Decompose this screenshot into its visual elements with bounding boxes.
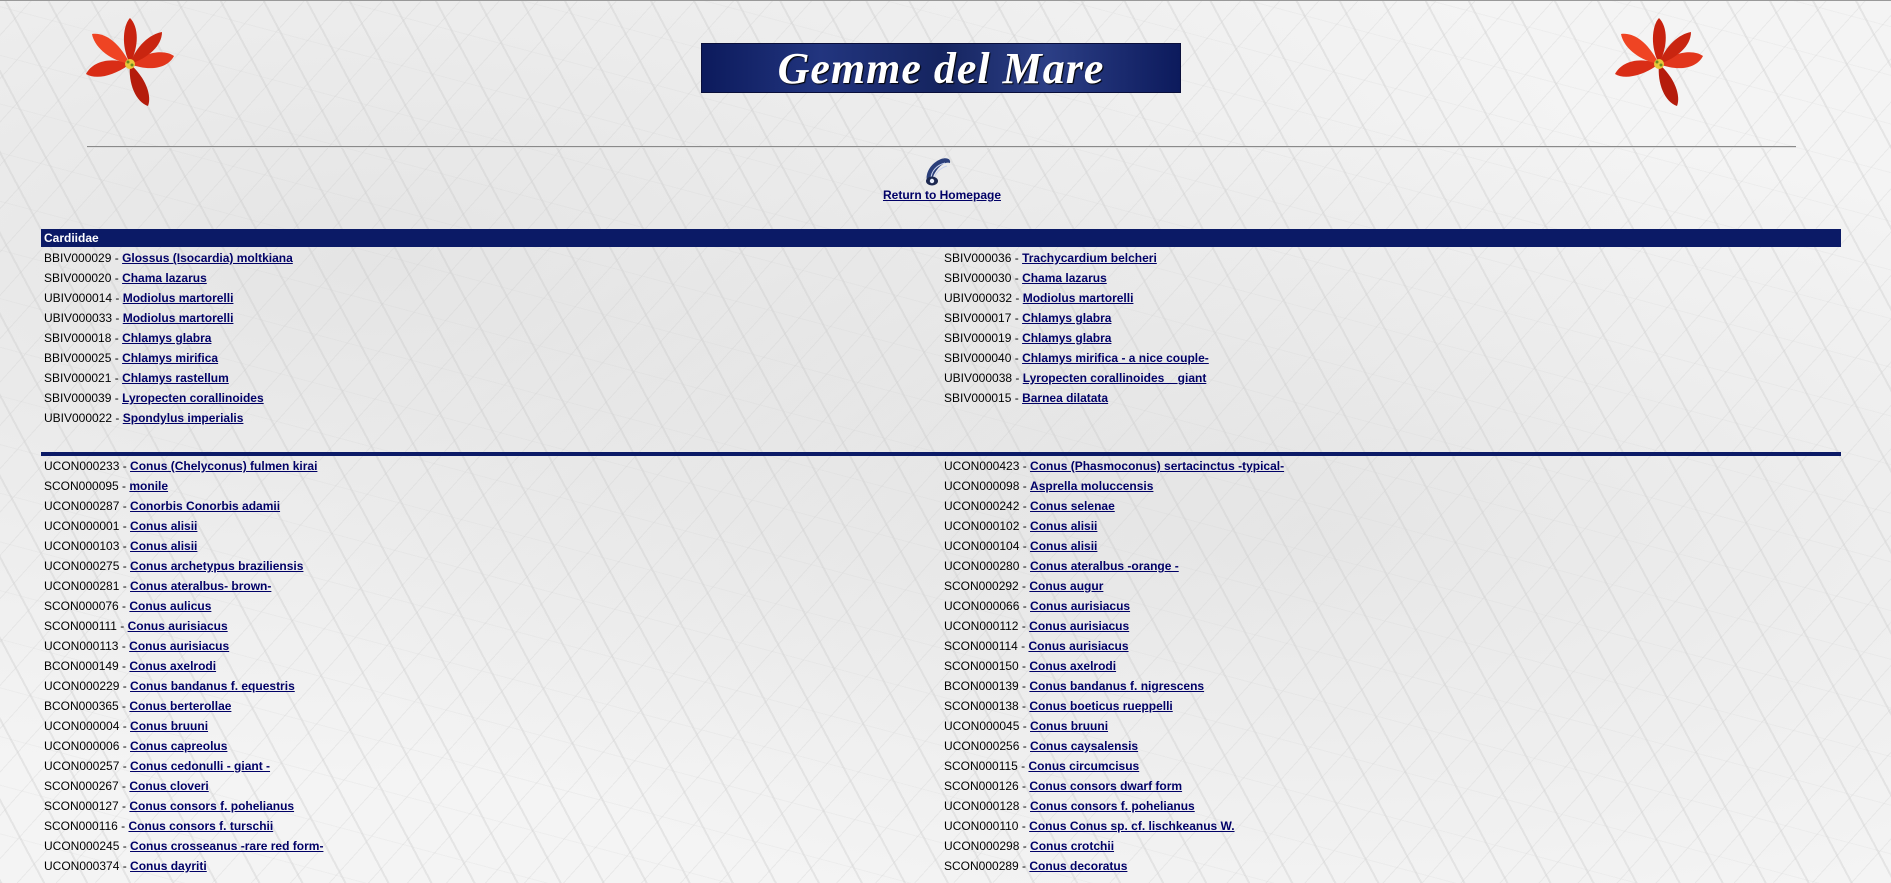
separator: - bbox=[111, 391, 123, 405]
species-link[interactable]: Conus ateralbus- brown- bbox=[130, 579, 272, 593]
species-link[interactable]: monile bbox=[129, 479, 169, 493]
specimen-code: UCON000257 bbox=[44, 759, 120, 773]
separator: - bbox=[1018, 859, 1030, 873]
species-link[interactable]: Conus consors f. pohelianus bbox=[1030, 799, 1195, 813]
list-item bbox=[944, 308, 1209, 328]
species-link[interactable]: Conus dayriti bbox=[130, 859, 207, 873]
specimen-code: SBIV000019 bbox=[944, 331, 1012, 345]
specimen-code: UBIV000032 bbox=[944, 291, 1013, 305]
species-link[interactable]: Conus crotchii bbox=[1030, 839, 1115, 853]
separator: - bbox=[112, 411, 123, 425]
separator: - bbox=[1018, 579, 1030, 593]
separator: - bbox=[116, 619, 128, 633]
species-link[interactable]: Conus bruuni bbox=[130, 719, 209, 733]
species-link[interactable]: Conus bandanus f. equestris bbox=[130, 679, 295, 693]
specimen-code: SCON000115 bbox=[944, 759, 1018, 773]
separator: - bbox=[119, 499, 131, 513]
separator: - bbox=[111, 331, 123, 345]
list-item bbox=[944, 736, 1284, 756]
separator: - bbox=[119, 719, 131, 733]
separator: - bbox=[1019, 519, 1031, 533]
species-link[interactable]: Conus alisii bbox=[130, 539, 198, 553]
list-item bbox=[944, 696, 1284, 716]
separator: - bbox=[1018, 619, 1030, 633]
species-link[interactable]: Chlamys rastellum bbox=[122, 371, 229, 385]
list-item bbox=[944, 288, 1209, 308]
specimen-code: UCON000098 bbox=[944, 479, 1020, 493]
species-list-right bbox=[944, 248, 1209, 408]
specimen-code: UCON000110 bbox=[944, 819, 1019, 833]
separator: - bbox=[119, 859, 131, 873]
list-item bbox=[44, 288, 293, 308]
list-item bbox=[944, 716, 1284, 736]
specimen-code: BBIV000025 bbox=[44, 351, 112, 365]
species-link[interactable]: Conus bandanus f. nigrescens bbox=[1029, 679, 1205, 693]
list-item bbox=[944, 368, 1209, 388]
list-item bbox=[944, 596, 1284, 616]
species-link[interactable]: Conus consors f. pohelianus bbox=[129, 799, 295, 813]
specimen-code: SBIV000036 bbox=[944, 251, 1012, 265]
separator: - bbox=[1019, 459, 1031, 473]
separator: - bbox=[111, 271, 123, 285]
specimen-code: BCON000365 bbox=[44, 699, 119, 713]
list-item bbox=[944, 756, 1284, 776]
return-home-link[interactable]: Return to Homepage bbox=[882, 188, 1001, 202]
specimen-code: BBIV000029 bbox=[44, 251, 112, 265]
specimen-code: UCON000298 bbox=[944, 839, 1020, 853]
list-item bbox=[44, 696, 323, 716]
specimen-code: BCON000149 bbox=[44, 659, 119, 673]
species-link[interactable]: Conus ateralbus -orange - bbox=[1030, 559, 1179, 573]
specimen-code: UCON000245 bbox=[44, 839, 120, 853]
species-link[interactable]: Glossus (Isocardia) moltkiana bbox=[122, 251, 293, 265]
separator: - bbox=[1019, 719, 1031, 733]
separator: - bbox=[1019, 479, 1031, 493]
specimen-code: UCON000006 bbox=[44, 739, 120, 753]
list-item bbox=[944, 676, 1284, 696]
specimen-code: UCON000256 bbox=[944, 739, 1020, 753]
species-link[interactable]: Conus (Phasmoconus) sertacinctus -typical- bbox=[1030, 459, 1285, 473]
list-item bbox=[944, 636, 1284, 656]
specimen-code: UCON000104 bbox=[944, 539, 1020, 553]
specimen-code: UCON000102 bbox=[944, 519, 1020, 533]
separator: - bbox=[1019, 559, 1031, 573]
red-flower-icon bbox=[1609, 14, 1709, 114]
species-list-right bbox=[944, 456, 1284, 876]
species-link[interactable]: Conus aurisiacus bbox=[1029, 619, 1130, 633]
species-link[interactable]: Conus crosseanus -rare red form- bbox=[130, 839, 324, 853]
species-link[interactable]: Conus Conus sp. cf. lischkeanus W. bbox=[1029, 819, 1235, 833]
separator: - bbox=[1017, 759, 1029, 773]
species-link[interactable]: Conus cloveri bbox=[129, 779, 209, 793]
species-link[interactable]: Conus aurisiacus bbox=[129, 639, 230, 653]
specimen-code: SCON000267 bbox=[44, 779, 119, 793]
specimen-code: UBIV000022 bbox=[44, 411, 113, 425]
list-item bbox=[944, 536, 1284, 556]
species-link[interactable]: Conus axelrodi bbox=[1029, 659, 1117, 673]
list-item bbox=[44, 656, 323, 676]
list-item bbox=[44, 516, 323, 536]
specimen-code: BCON000139 bbox=[944, 679, 1019, 693]
list-item bbox=[944, 516, 1284, 536]
separator: - bbox=[1011, 391, 1023, 405]
separator: - bbox=[1017, 639, 1029, 653]
species-link[interactable]: Conus capreolus bbox=[130, 739, 228, 753]
species-link[interactable]: Conus (Chelyconus) fulmen kirai bbox=[130, 459, 318, 473]
species-link[interactable]: Conus selenae bbox=[1030, 499, 1115, 513]
species-list-left bbox=[44, 248, 293, 428]
red-flower-icon bbox=[80, 14, 180, 114]
list-item bbox=[44, 836, 323, 856]
list-item bbox=[944, 348, 1209, 368]
species-link[interactable]: Lyropecten corallinoides__giant bbox=[1022, 371, 1207, 385]
separator: - bbox=[118, 479, 130, 493]
specimen-code: SBIV000020 bbox=[44, 271, 112, 285]
specimen-code: UCON000233 bbox=[44, 459, 120, 473]
horizontal-divider bbox=[87, 146, 1796, 148]
specimen-code: SBIV000040 bbox=[944, 351, 1012, 365]
list-item bbox=[944, 388, 1209, 408]
separator: - bbox=[1011, 331, 1023, 345]
specimen-code: SCON000289 bbox=[944, 859, 1019, 873]
separator: - bbox=[1012, 371, 1023, 385]
specimen-code: UCON000374 bbox=[44, 859, 120, 873]
list-item bbox=[944, 656, 1284, 676]
separator: - bbox=[1018, 659, 1030, 673]
species-link[interactable]: Conus aulicus bbox=[129, 599, 212, 613]
separator: - bbox=[111, 351, 123, 365]
list-item bbox=[944, 576, 1284, 596]
separator: - bbox=[1011, 271, 1023, 285]
species-link[interactable]: Conus aurisiacus bbox=[1028, 639, 1129, 653]
specimen-code: SCON000116 bbox=[44, 819, 118, 833]
species-link[interactable]: Conus decoratus bbox=[1029, 859, 1128, 873]
list-item bbox=[944, 616, 1284, 636]
species-link[interactable]: Conus caysalensis bbox=[1030, 739, 1139, 753]
species-link[interactable]: Conus archetypus braziliensis bbox=[130, 559, 304, 573]
specimen-code: SCON000150 bbox=[944, 659, 1019, 673]
list-item bbox=[944, 248, 1209, 268]
list-item bbox=[944, 836, 1284, 856]
specimen-code: UCON000113 bbox=[44, 639, 119, 653]
specimen-code: UCON000045 bbox=[944, 719, 1020, 733]
list-item bbox=[944, 816, 1284, 836]
list-item bbox=[44, 676, 323, 696]
separator: - bbox=[111, 251, 123, 265]
species-link[interactable]: Conus cedonulli - giant - bbox=[130, 759, 271, 773]
species-link[interactable]: Modiolus martorelli bbox=[122, 311, 234, 325]
separator: - bbox=[1019, 539, 1031, 553]
list-item bbox=[44, 456, 323, 476]
separator: - bbox=[1018, 699, 1030, 713]
list-item bbox=[944, 268, 1209, 288]
list-item bbox=[44, 776, 323, 796]
separator: - bbox=[118, 779, 130, 793]
list-item bbox=[44, 856, 323, 876]
separator: - bbox=[111, 371, 123, 385]
specimen-code: UCON000287 bbox=[44, 499, 120, 513]
list-item bbox=[944, 796, 1284, 816]
list-item bbox=[44, 616, 323, 636]
species-link[interactable]: Spondylus imperialis bbox=[122, 411, 244, 425]
separator: - bbox=[118, 799, 130, 813]
separator: - bbox=[119, 679, 131, 693]
specimen-code: UBIV000014 bbox=[44, 291, 113, 305]
separator: - bbox=[1012, 291, 1023, 305]
separator: - bbox=[1018, 679, 1030, 693]
specimen-code: UCON000112 bbox=[944, 619, 1019, 633]
species-link[interactable]: Conus bruuni bbox=[1030, 719, 1109, 733]
specimen-code: SBIV000015 bbox=[944, 391, 1012, 405]
species-link[interactable]: Asprella moluccensis bbox=[1030, 479, 1154, 493]
separator: - bbox=[118, 699, 130, 713]
list-item bbox=[44, 796, 323, 816]
specimen-code: UCON000128 bbox=[944, 799, 1020, 813]
list-item bbox=[44, 536, 323, 556]
site-title-banner bbox=[701, 43, 1181, 93]
list-item bbox=[44, 248, 293, 268]
species-link[interactable]: Chlamys glabra bbox=[1022, 331, 1112, 345]
list-item bbox=[44, 636, 323, 656]
species-link[interactable]: Modiolus martorelli bbox=[1022, 291, 1134, 305]
species-link[interactable]: Lyropecten corallinoides bbox=[122, 391, 264, 405]
species-link[interactable]: Chlamys mirifica - a nice couple- bbox=[1022, 351, 1209, 365]
separator: - bbox=[118, 639, 130, 653]
separator: - bbox=[1011, 251, 1023, 265]
species-link[interactable]: Conorbis Conorbis adamii bbox=[130, 499, 281, 513]
species-link[interactable]: Modiolus martorelli bbox=[122, 291, 234, 305]
species-link[interactable]: Conus circumcisus bbox=[1028, 759, 1140, 773]
species-link[interactable]: Chama lazarus bbox=[122, 271, 207, 285]
separator: - bbox=[1011, 351, 1023, 365]
separator: - bbox=[112, 311, 123, 325]
separator: - bbox=[119, 839, 131, 853]
specimen-code: UCON000066 bbox=[944, 599, 1020, 613]
list-item bbox=[944, 328, 1209, 348]
separator: - bbox=[1018, 819, 1030, 833]
specimen-code: SCON000095 bbox=[44, 479, 119, 493]
specimen-code: SBIV000017 bbox=[944, 311, 1012, 325]
list-item bbox=[944, 456, 1284, 476]
seashell-icon[interactable] bbox=[923, 155, 953, 187]
specimen-code: UCON000004 bbox=[44, 719, 120, 733]
specimen-code: SCON000127 bbox=[44, 799, 119, 813]
species-link[interactable]: Conus boeticus rueppelli bbox=[1029, 699, 1173, 713]
section-header-cardiidae: Cardiidae bbox=[41, 229, 1841, 247]
separator: - bbox=[118, 599, 130, 613]
species-link[interactable]: Conus alisii bbox=[1030, 519, 1098, 533]
specimen-code: SBIV000030 bbox=[944, 271, 1012, 285]
list-item bbox=[44, 268, 293, 288]
species-link[interactable]: Barnea dilatata bbox=[1022, 391, 1109, 405]
separator: - bbox=[119, 739, 131, 753]
list-item bbox=[44, 328, 293, 348]
species-link[interactable]: Conus aurisiacus bbox=[1030, 599, 1131, 613]
list-item bbox=[44, 756, 323, 776]
specimen-code: SBIV000018 bbox=[44, 331, 112, 345]
list-item bbox=[944, 496, 1284, 516]
specimen-code: UCON000280 bbox=[944, 559, 1020, 573]
separator: - bbox=[119, 559, 131, 573]
list-item bbox=[44, 556, 323, 576]
species-link[interactable]: Conus axelrodi bbox=[129, 659, 217, 673]
separator: - bbox=[119, 519, 131, 533]
list-item bbox=[44, 576, 323, 596]
separator: - bbox=[1019, 739, 1031, 753]
species-list-left bbox=[44, 456, 323, 876]
separator: - bbox=[119, 459, 131, 473]
specimen-code: UCON000275 bbox=[44, 559, 120, 573]
separator: - bbox=[119, 759, 131, 773]
separator: - bbox=[119, 539, 131, 553]
list-item bbox=[44, 596, 323, 616]
specimen-code: SCON000114 bbox=[944, 639, 1018, 653]
list-item bbox=[944, 476, 1284, 496]
separator: - bbox=[1018, 779, 1030, 793]
list-item bbox=[44, 368, 293, 388]
specimen-code: UCON000103 bbox=[44, 539, 120, 553]
list-item bbox=[44, 476, 323, 496]
specimen-code: SCON000076 bbox=[44, 599, 119, 613]
specimen-code: UBIV000033 bbox=[44, 311, 113, 325]
specimen-code: SCON000126 bbox=[944, 779, 1019, 793]
separator: - bbox=[1019, 799, 1031, 813]
specimen-code: UCON000281 bbox=[44, 579, 120, 593]
list-item bbox=[44, 408, 293, 428]
list-item bbox=[944, 856, 1284, 876]
specimen-code: UCON000001 bbox=[44, 519, 120, 533]
list-item bbox=[944, 776, 1284, 796]
species-link[interactable]: Conus aurisiacus bbox=[127, 619, 228, 633]
specimen-code: UCON000423 bbox=[944, 459, 1020, 473]
top-border bbox=[0, 0, 1891, 1]
list-item bbox=[44, 496, 323, 516]
specimen-code: SCON000138 bbox=[944, 699, 1019, 713]
species-link[interactable]: Conus augur bbox=[1029, 579, 1104, 593]
separator: - bbox=[1019, 599, 1031, 613]
specimen-code: UCON000242 bbox=[944, 499, 1020, 513]
specimen-code: SBIV000039 bbox=[44, 391, 112, 405]
specimen-code: UCON000229 bbox=[44, 679, 120, 693]
list-item bbox=[44, 348, 293, 368]
species-link[interactable]: Conus consors dwarf form bbox=[1029, 779, 1183, 793]
species-link[interactable]: Conus berterollae bbox=[129, 699, 232, 713]
specimen-code: SCON000111 bbox=[44, 619, 117, 633]
specimen-code: SCON000292 bbox=[944, 579, 1019, 593]
list-item bbox=[44, 388, 293, 408]
species-link[interactable]: Chama lazarus bbox=[1022, 271, 1107, 285]
list-item bbox=[944, 556, 1284, 576]
separator: - bbox=[1019, 499, 1031, 513]
list-item bbox=[44, 716, 323, 736]
separator: - bbox=[112, 291, 123, 305]
separator: - bbox=[119, 579, 131, 593]
site-title: Gemme del Mare bbox=[777, 43, 1105, 93]
species-link[interactable]: Conus alisii bbox=[130, 519, 198, 533]
list-item bbox=[44, 736, 323, 756]
specimen-code: UBIV000038 bbox=[944, 371, 1013, 385]
list-item bbox=[44, 308, 293, 328]
species-link[interactable]: Chlamys mirifica bbox=[122, 351, 219, 365]
separator: - bbox=[118, 659, 130, 673]
separator: - bbox=[1011, 311, 1023, 325]
species-link[interactable]: Trachycardium belcheri bbox=[1022, 251, 1157, 265]
separator: - bbox=[1019, 839, 1031, 853]
list-item bbox=[44, 816, 323, 836]
specimen-code: SBIV000021 bbox=[44, 371, 112, 385]
species-link[interactable]: Chlamys glabra bbox=[122, 331, 212, 345]
species-link[interactable]: Conus alisii bbox=[1030, 539, 1098, 553]
species-link[interactable]: Chlamys glabra bbox=[1022, 311, 1112, 325]
separator: - bbox=[117, 819, 129, 833]
species-link[interactable]: Conus consors f. turschii bbox=[128, 819, 274, 833]
